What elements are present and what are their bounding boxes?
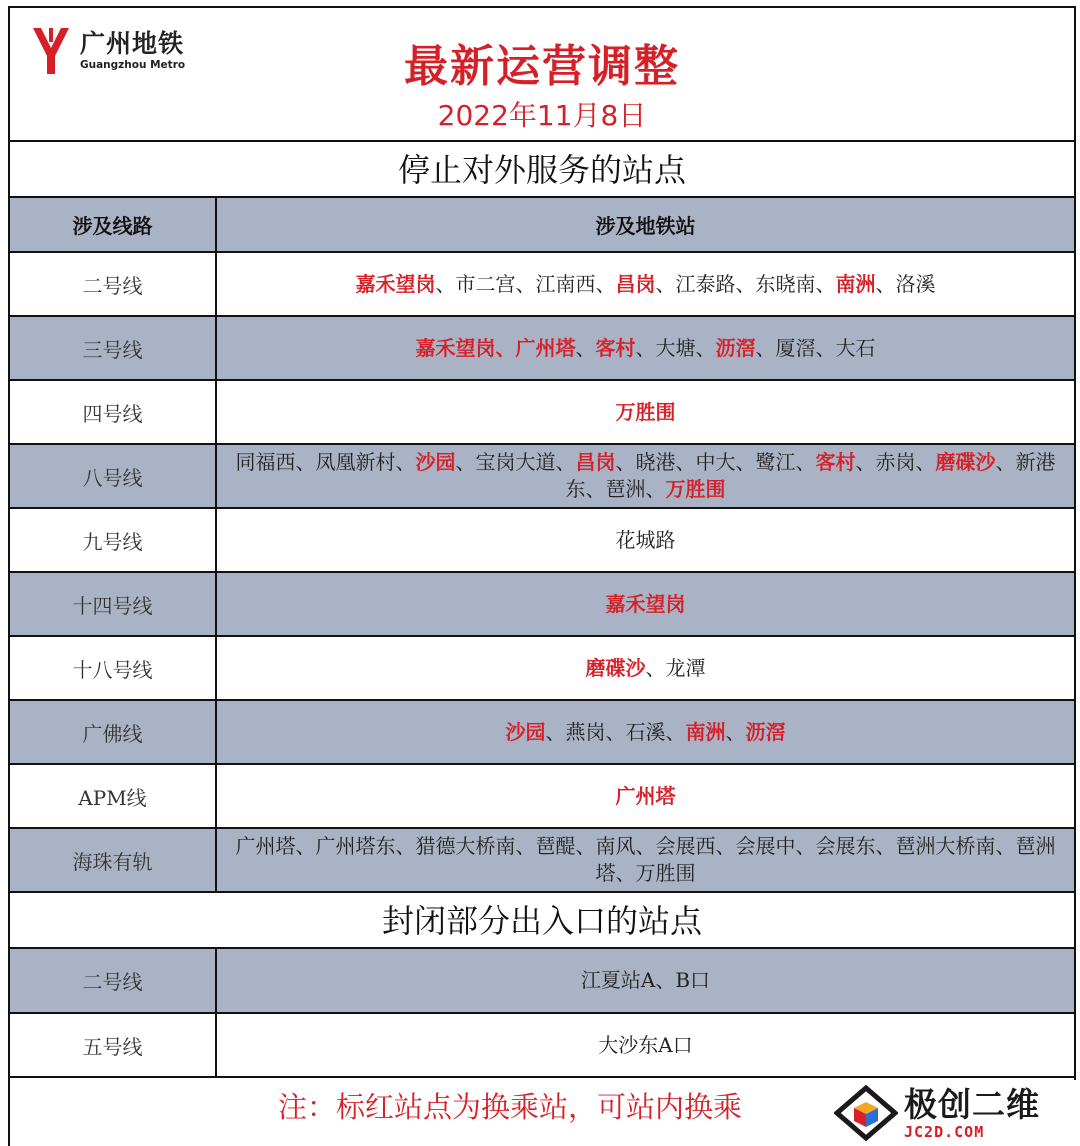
station-list — [216, 764, 1074, 828]
station-text: 、龙潭 — [645, 655, 706, 680]
notice-sheet — [8, 6, 1076, 1146]
transfer-station: 万胜围 — [665, 477, 726, 501]
transfer-station: 磨碟沙 — [585, 655, 646, 680]
line-name: 十八号线 — [10, 636, 216, 700]
station-list — [216, 828, 1074, 892]
line-name: 二号线 — [10, 949, 216, 1013]
station-list — [216, 444, 1074, 508]
table-row — [10, 949, 1074, 1013]
station-text: 、厦滘、大石 — [755, 335, 876, 360]
partial-exits-table — [10, 949, 1074, 1078]
watermark-name-en: JC2D.COM — [904, 1123, 985, 1141]
station-text: 、新港东、琶洲、 — [565, 450, 1056, 501]
line-name: 四号线 — [10, 380, 216, 444]
table-row — [10, 572, 1074, 636]
station-text: 、宝岗大道、 — [455, 450, 576, 474]
table-row — [10, 252, 1074, 316]
closed-stations-table — [10, 198, 1074, 893]
transfer-station: 沥滘 — [715, 335, 756, 360]
station-list — [216, 700, 1074, 764]
station-text: 广州塔、广州塔东、猎德大桥南、琶醍、南风、会展西、会展中、会展东、琶洲大桥南、琶洲塔、万胜围 — [235, 834, 1056, 885]
transfer-station: 嘉禾望岗 — [605, 591, 686, 616]
watermark-name-cn: 极创二维 — [904, 1085, 1040, 1124]
line-name: 五号线 — [10, 1013, 216, 1077]
station-text: 、大塘、 — [635, 335, 716, 360]
transfer-station: 磨碟沙 — [935, 450, 996, 474]
line-name: APM线 — [10, 764, 216, 828]
station-list — [216, 380, 1074, 444]
station-text: 江夏站A、B口 — [580, 968, 711, 992]
table-row — [10, 380, 1074, 444]
table-row — [10, 508, 1074, 572]
table-row — [10, 764, 1074, 828]
station-list — [216, 316, 1074, 380]
station-list — [216, 636, 1074, 700]
table-header-row — [10, 198, 1074, 252]
transfer-station: 沙园 — [415, 450, 456, 474]
logo-name-cn: 广州地铁 — [80, 29, 185, 58]
station-text: 、 — [725, 719, 746, 744]
line-name: 九号线 — [10, 508, 216, 572]
line-name: 三号线 — [10, 316, 216, 380]
line-name: 八号线 — [10, 444, 216, 508]
column-header-line: 涉及线路 — [10, 198, 216, 252]
transfer-station: 昌岗 — [575, 450, 616, 474]
station-list — [216, 572, 1074, 636]
transfer-station: 客村 — [815, 450, 856, 474]
transfer-station: 沙园 — [505, 719, 546, 744]
transfer-station: 昌岗 — [615, 271, 656, 296]
transfer-note: 注：标红站点为换乘站，可站内换乘 — [278, 1090, 743, 1124]
station-text: 、燕岗、石溪、 — [545, 719, 686, 744]
transfer-station: 嘉禾望岗 — [355, 271, 436, 296]
page-title: 最新运营调整 — [404, 41, 680, 92]
table-row — [10, 1013, 1074, 1077]
transfer-station: 沥滘 — [745, 719, 786, 744]
station-text: 、市二宫、江南西、 — [435, 271, 616, 296]
station-text: 花城路 — [615, 527, 676, 552]
transfer-station: 广州塔 — [615, 783, 676, 808]
logo-name-en: Guangzhou Metro — [80, 59, 186, 71]
header — [10, 8, 1074, 142]
station-text: 同福西、凤凰新村、 — [235, 450, 416, 474]
station-list — [216, 949, 1074, 1013]
transfer-station: 嘉禾望岗、广州塔 — [415, 335, 576, 360]
section-title-partial-exits: 封闭部分出入口的站点 — [10, 893, 1074, 949]
station-list — [216, 252, 1074, 316]
station-text: 、洛溪 — [875, 271, 936, 296]
cube-logo-icon — [834, 1085, 898, 1141]
transfer-station: 万胜围 — [615, 399, 676, 424]
table-row — [10, 316, 1074, 380]
station-list — [216, 1013, 1074, 1077]
station-list — [216, 508, 1074, 572]
station-text: 大沙东A口 — [598, 1032, 693, 1057]
station-text: 、晓港、中大、鹭江、 — [615, 450, 816, 474]
table-row — [10, 700, 1074, 764]
transfer-station: 客村 — [595, 335, 636, 360]
station-text: 、江泰路、东晓南、 — [655, 271, 836, 296]
table-row — [10, 636, 1074, 700]
watermark — [828, 1080, 1080, 1146]
station-text: 、赤岗、 — [855, 450, 936, 474]
station-text: 、 — [575, 335, 596, 360]
line-name: 二号线 — [10, 252, 216, 316]
table-row — [10, 444, 1074, 508]
transfer-station: 南洲 — [835, 271, 876, 296]
section-title-closed-stations: 停止对外服务的站点 — [10, 142, 1074, 198]
notice-date: 2022年11月8日 — [437, 99, 647, 132]
table-row — [10, 828, 1074, 892]
column-header-stations: 涉及地铁站 — [216, 198, 1074, 252]
line-name: 海珠有轨 — [10, 828, 216, 892]
line-name: 十四号线 — [10, 572, 216, 636]
line-name: 广佛线 — [10, 700, 216, 764]
transfer-station: 南洲 — [685, 719, 726, 744]
